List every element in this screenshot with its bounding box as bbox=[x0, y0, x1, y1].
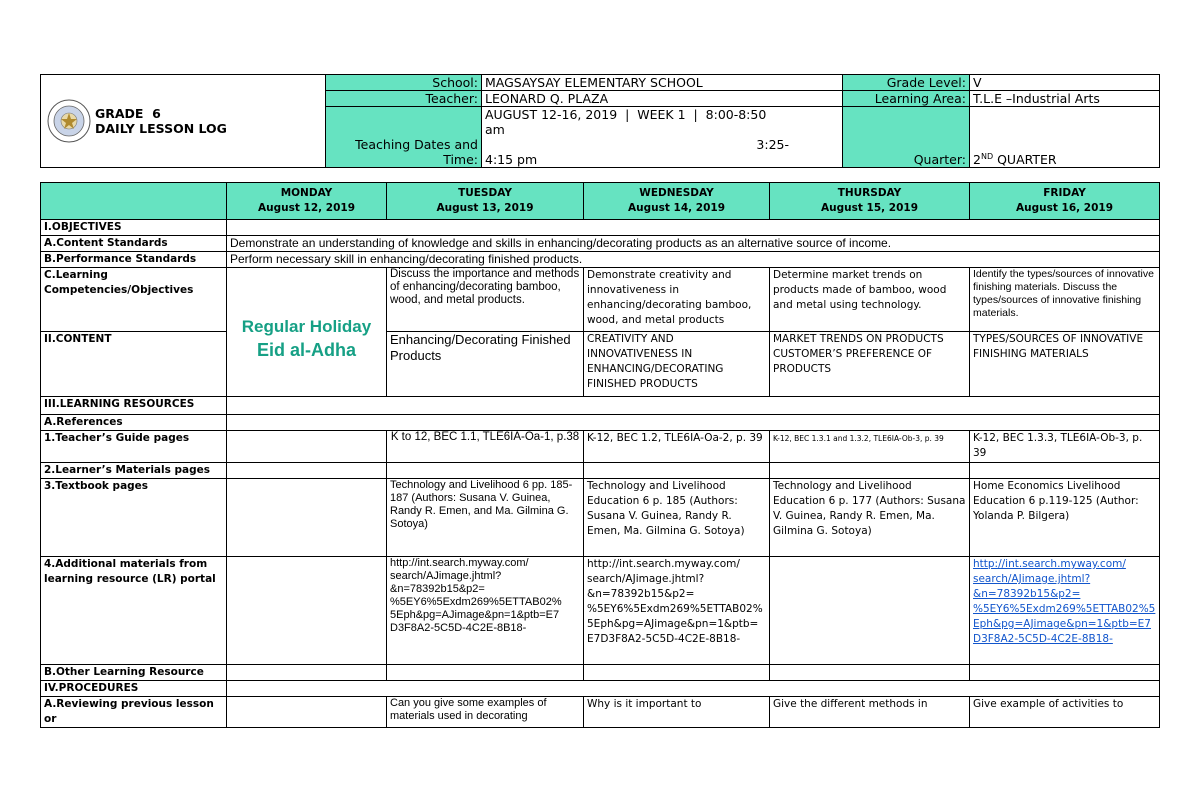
table-cell bbox=[227, 415, 1160, 431]
holiday-name: Eid al-Adha bbox=[256, 340, 356, 360]
additional-friday-link[interactable]: http://int.search.myway.com/ search/AJimage.jhtml? &n=78392b15&p2= %5EY6%5Exdm269%5ETTAB02%5 Eph&pg=AJimage&pn=1&ptb=E7 D3F8A2-5C5D-4C2E-8B18- bbox=[970, 557, 1160, 665]
corner-cell bbox=[41, 183, 227, 220]
lesson-log-table bbox=[40, 182, 1160, 728]
table-cell bbox=[227, 220, 1160, 236]
content-tuesday: Enhancing/Decorating Finished Products bbox=[387, 332, 584, 397]
table-cell bbox=[970, 463, 1160, 479]
reviewing-tuesday: Can you give some examples of materials used in decorating bbox=[387, 697, 584, 728]
label-reviewing: A.Reviewing previous lesson or bbox=[41, 697, 227, 728]
content-wednesday: CREATIVITY AND INNOVATIVENESS IN ENHANCING/DECORATING FINISHED PRODUCTS bbox=[584, 332, 770, 397]
label-procedures: IV.PROCEDURES bbox=[41, 681, 227, 697]
teacher-label: Teacher: bbox=[326, 91, 482, 107]
school-label: School: bbox=[326, 75, 482, 91]
grade-level-value: V bbox=[970, 75, 1160, 91]
table-cell bbox=[770, 665, 970, 681]
teaching-dates-value: AUGUST 12-16, 2019 | WEEK 1 | 8:00-8:50 am 3:25- 4:15 pm bbox=[482, 107, 843, 168]
label-learners-materials: 2.Learner’s Materials pages bbox=[41, 463, 227, 479]
holiday-cell bbox=[227, 268, 387, 397]
table-cell bbox=[227, 557, 387, 665]
reviewing-friday: Give example of activities to bbox=[970, 697, 1160, 728]
table-cell bbox=[584, 665, 770, 681]
content-standards-text: Demonstrate an understanding of knowledge and skills in enhancing/decorating products as an alternative source of income. bbox=[227, 236, 1160, 252]
textbook-wednesday: Technology and Livelihood Education 6 p. 185 (Authors: Susana V. Guinea, Randy R. Emen, Ma. Gilmina G. Sotoya) bbox=[584, 479, 770, 557]
grade-title: GRADE 6 bbox=[95, 106, 161, 121]
competency-wednesday: Demonstrate creativity and innovativeness in enhancing/decorating bamboo, wood, and metal products bbox=[584, 268, 770, 332]
competency-thursday: Determine market trends on products made of bamboo, wood and metal using technology. bbox=[770, 268, 970, 332]
label-other-resource: B.Other Learning Resource bbox=[41, 665, 227, 681]
additional-tuesday: http://int.search.myway.com/ search/AJimage.jhtml? &n=78392b15&p2= %5EY6%5Exdm269%5ETTAB02% 5Eph&pg=AJimage&pn=1&ptb=E7 D3F8A2-5C5D-4C2E-8B18- bbox=[387, 557, 584, 665]
school-value: MAGSAYSAY ELEMENTARY SCHOOL bbox=[482, 75, 843, 91]
label-content: II.CONTENT bbox=[41, 332, 227, 397]
textbook-friday: Home Economics Livelihood Education 6 p.119-125 (Author: Yolanda P. Bilgera) bbox=[970, 479, 1160, 557]
reviewing-wednesday: Why is it important to bbox=[584, 697, 770, 728]
teaching-dates-label: Teaching Dates and Time: bbox=[326, 107, 482, 168]
table-cell bbox=[387, 665, 584, 681]
teachers-guide-tuesday: K to 12, BEC 1.1, TLE6IA-Oa-1, p.38 bbox=[387, 431, 584, 463]
learning-area-label: Learning Area: bbox=[843, 91, 970, 107]
table-cell bbox=[387, 463, 584, 479]
teachers-guide-wednesday: K-12, BEC 1.2, TLE6IA-Oa-2, p. 39 bbox=[584, 431, 770, 463]
day-monday: MONDAY August 12, 2019 bbox=[227, 183, 387, 220]
quarter-value: 2ND QUARTER bbox=[970, 107, 1160, 168]
additional-wednesday: http://int.search.myway.com/ search/AJimage.jhtml? &n=78392b15&p2= %5EY6%5Exdm269%5ETTAB02% 5Eph&pg=AJimage&pn=1&ptb= E7D3F8A2-5C5D-4C2E-8B18- bbox=[584, 557, 770, 665]
reviewing-thursday: Give the different methods in bbox=[770, 697, 970, 728]
table-cell bbox=[227, 665, 387, 681]
day-thursday: THURSDAY August 15, 2019 bbox=[770, 183, 970, 220]
table-cell bbox=[227, 697, 387, 728]
label-textbook: 3.Textbook pages bbox=[41, 479, 227, 557]
day-friday: FRIDAY August 16, 2019 bbox=[970, 183, 1160, 220]
performance-standards-text: Perform necessary skill in enhancing/decorating finished products. bbox=[227, 252, 1160, 268]
table-cell bbox=[227, 479, 387, 557]
quarter-label: Quarter: bbox=[843, 107, 970, 168]
content-thursday: MARKET TRENDS ON PRODUCTS CUSTOMER’S PREFERENCE OF PRODUCTS bbox=[770, 332, 970, 397]
header-title-cell bbox=[41, 75, 326, 168]
teacher-value: LEONARD Q. PLAZA bbox=[482, 91, 843, 107]
label-teachers-guide: 1.Teacher’s Guide pages bbox=[41, 431, 227, 463]
label-objectives: I.OBJECTIVES bbox=[41, 220, 227, 236]
textbook-thursday: Technology and Livelihood Education 6 p. 177 (Authors: Susana V. Guinea, Randy R. Emen, Ma. Gilmina G. Sotoya) bbox=[770, 479, 970, 557]
header-table bbox=[40, 74, 1160, 168]
label-competencies: C.Learning Competencies/Objectives bbox=[41, 268, 227, 332]
table-cell bbox=[227, 431, 387, 463]
log-title: DAILY LESSON LOG bbox=[95, 121, 227, 136]
teachers-guide-friday: K-12, BEC 1.3.3, TLE6IA-Ob-3, p. 39 bbox=[970, 431, 1160, 463]
label-additional-materials: 4.Additional materials from learning resource (LR) portal bbox=[41, 557, 227, 665]
day-tuesday: TUESDAY August 13, 2019 bbox=[387, 183, 584, 220]
textbook-tuesday: Technology and Livelihood 6 pp. 185-187 (Authors: Susana V. Guinea, Randy R. Emen, and Ma. Gilmina G. Sotoya) bbox=[387, 479, 584, 557]
label-references: A.References bbox=[41, 415, 227, 431]
teachers-guide-thursday: K-12, BEC 1.3.1 and 1.3.2, TLE6IA-Ob-3, p. 39 bbox=[770, 431, 970, 463]
competency-friday: Identify the types/sources of innovative finishing materials. Discuss the types/sources of innovative finishing materials. bbox=[970, 268, 1160, 332]
label-content-standards: A.Content Standards bbox=[41, 236, 227, 252]
holiday-title: Regular Holiday bbox=[241, 317, 372, 336]
content-friday: TYPES/SOURCES OF INNOVATIVE FINISHING MATERIALS bbox=[970, 332, 1160, 397]
table-cell bbox=[227, 681, 1160, 697]
label-performance-standards: B.Performance Standards bbox=[41, 252, 227, 268]
table-cell bbox=[770, 463, 970, 479]
table-cell bbox=[227, 463, 387, 479]
deped-seal-icon bbox=[47, 99, 91, 143]
competency-tuesday: Discuss the importance and methods of enhancing/decorating bamboo, wood, and metal products. bbox=[387, 268, 584, 332]
learning-area-value: T.L.E –Industrial Arts bbox=[970, 91, 1160, 107]
table-cell bbox=[770, 557, 970, 665]
grade-level-label: Grade Level: bbox=[843, 75, 970, 91]
label-learning-resources: III.LEARNING RESOURCES bbox=[41, 397, 227, 415]
table-cell bbox=[970, 665, 1160, 681]
table-cell bbox=[227, 397, 1160, 415]
day-wednesday: WEDNESDAY August 14, 2019 bbox=[584, 183, 770, 220]
table-cell bbox=[584, 463, 770, 479]
